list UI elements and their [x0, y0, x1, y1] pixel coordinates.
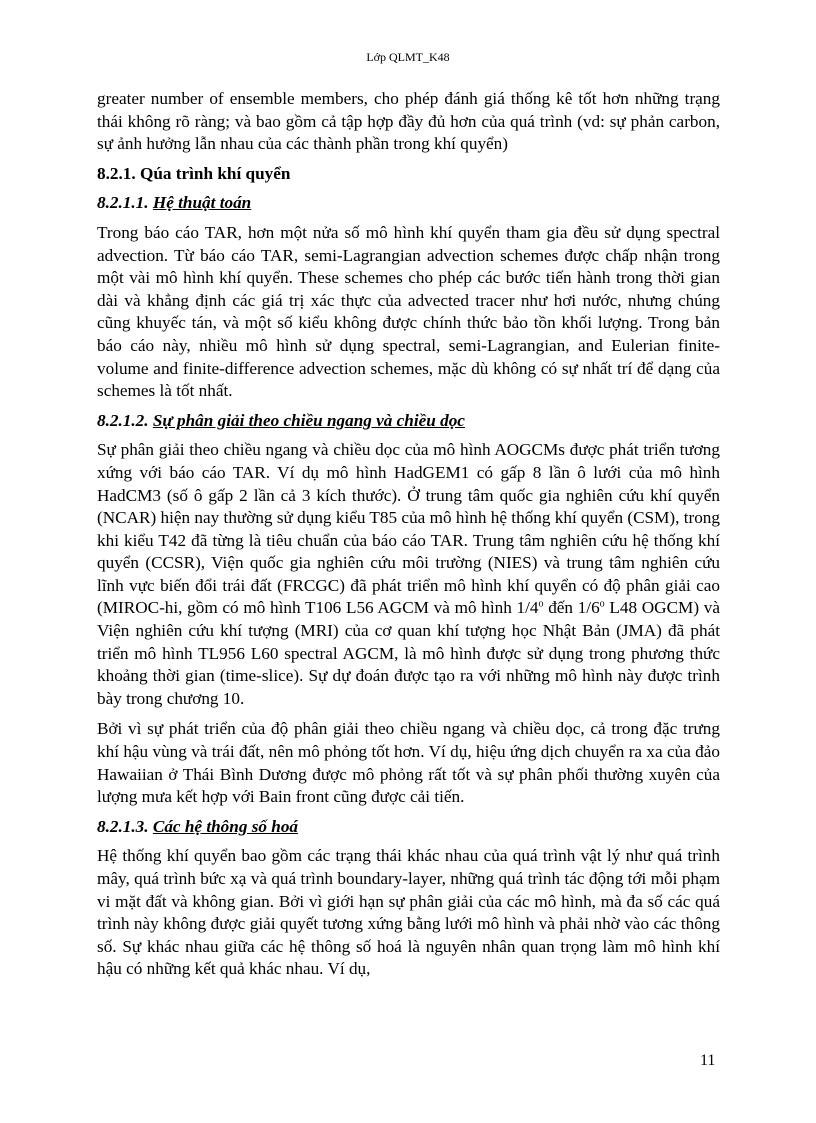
subsection-heading-parameterization	[97, 816, 720, 839]
document-body	[97, 88, 720, 981]
page-number: 11	[700, 1052, 716, 1069]
paragraph-intro: greater number of ensemble members, cho phép đánh giá thống kê tốt hơn những trạng thái không rõ ràng; và bao gồm cả tập hợp đầy đủ hơn của quá trình (vd: sự phản carbon, sự ảnh hưởng lẫn nhau của các thành phần trong khí quyển)	[97, 89, 720, 154]
subsection-number: 8.2.1.1.	[97, 193, 149, 213]
page-header: Lớp QLMT_K48	[366, 50, 450, 64]
subsection-heading-resolution	[97, 410, 720, 433]
text-run: L48 OGCM) và Viện nghiên cứu khí tượng (MRI) của cơ quan khí tượng học Nhật Bản (JMA) đã phát triển mô hình TL956 L60 spectral AGCM, là mô hình được sử dụng trong phương thức khoảng thời gian (time-slice). Sự dự đoán được tạo ra với những mô hình này được trình bày trong chương 10.	[97, 598, 720, 708]
subsection-title: Hệ thuật toán	[152, 193, 252, 213]
paragraph-resolution	[97, 439, 720, 710]
subsection-number: 8.2.1.2.	[97, 410, 149, 430]
degree-sup: o	[538, 598, 544, 610]
subsection-title: Sự phân giải theo chiều ngang và chiều dọc	[152, 410, 465, 430]
subsection-number: 8.2.1.3.	[97, 816, 149, 836]
text-run: Sự phân giải theo chiều ngang và chiều dọc của mô hình AOGCMs được phát triển tương xứng với báo cáo TAR. Ví dụ mô hình HadGEM1 có gấp 8 lần ô lưới của mô hình HadCM3 (số ô gấp 2 lần cả 3 kích thước). Ở trung tâm quốc gia nghiên cứu khí quyển (NCAR) hiện nay thường sử dụng kiểu T85 của mô hình hệ thống khí quyển (CSM), trong khi kiểu T42 đã từng là tiêu chuẩn của báo cáo TAR. Trung tâm nghiên cứu hệ thống khí quyển (CCSR), Viện quốc gia nghiên cứu môi trường (NIES) và trung tâm nghiên cứu lĩnh vực biến đổi trái đất (FRCGC) đã phát triển mô hình khí quyển có độ phân giải cao (MIROC-hi, gồm có mô hình T106 L56 AGCM và mô hình 1/4	[97, 440, 720, 618]
paragraph-parameterization: Hệ thống khí quyển bao gồm các trạng thái khác nhau của quá trình vật lý như quá trình mây, quá trình bức xạ và quá trình boundary-layer, những quá trình tác động tới mỗi phạm vi mặt đất và không gian. Bởi vì giới hạn sự phân giải của các mô hình, mà đa số các quá trình này không được giải quyết tương xứng bằng lưới mô hình và phải nhờ vào các thông số. Sự khác nhau giữa các hệ thông số hoá là nguyên nhân quan trọng làm mô hình khí hậu có những kết quả khác nhau. Ví dụ,	[97, 846, 720, 979]
subsection-title: Các hệ thông số hoá	[152, 816, 299, 836]
section-heading: 8.2.1. Qúa trình khí quyển	[97, 163, 291, 183]
subsection-heading-algorithm	[97, 192, 720, 215]
text-run: đến 1/6	[543, 598, 600, 618]
paragraph-advection: Trong báo cáo TAR, hơn một nửa số mô hình khí quyển tham gia đều sử dụng spectral advection. Từ báo cáo TAR, semi-Lagrangian advection schemes được chấp nhận trong một vài mô hình khí quyển. These schemes cho phép các bước tiến hành trong thời gian dài và khẳng định các giá trị xác thực của advected tracer như hơi nước, nhưng chúng cũng khuyếc tán, và một số kiểu không được chính thức bảo tồn khối lượng. Trong bản báo cáo này, nhiều mô hình sử dụng spectral, semi-Lagrangian, and Eulerian finite-volume and finite-difference advection schemes, mặc dù không có sự nhất trí để dạng của schemes là tốt nhất.	[97, 222, 720, 401]
degree-sup: o	[599, 598, 605, 610]
paragraph-improvement: Bởi vì sự phát triển của độ phân giải theo chiều ngang và chiều dọc, cả trong đặc trưng khí hậu vùng và trái đất, nên mô phỏng tốt hơn. Ví dụ, hiệu ứng dịch chuyển ra xa của đảo Hawaiian ở Thái Bình Dương được mô phỏng rất tốt và sự phân phối thường xuyên của lượng mưa kết hợp với Bain front cũng được cải tiến.	[97, 719, 720, 807]
